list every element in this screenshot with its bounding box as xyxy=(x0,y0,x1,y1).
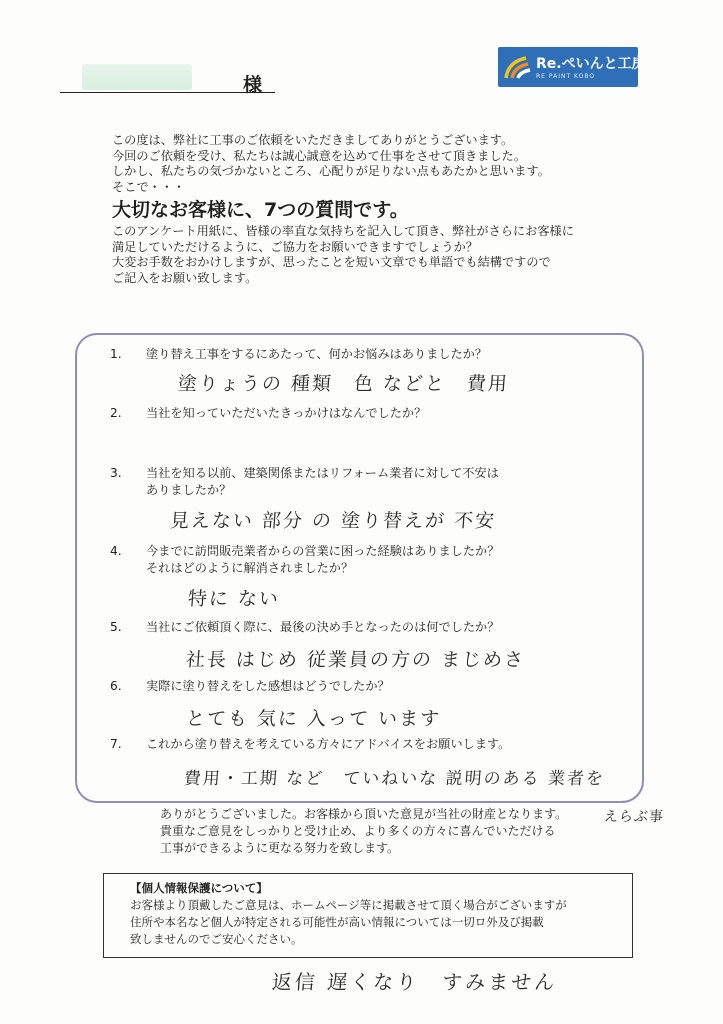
question-text: 当社を知っていただいたきっかけはなんでしたか？ xyxy=(146,406,427,420)
question-text-line2: ありましたか？ xyxy=(146,483,232,497)
question-text-line2: それはどのように解消されましたか？ xyxy=(146,561,354,575)
intro-line: しかし、私たちの気づかないところ、心配りが足りない点もあたかと思います。 xyxy=(112,164,550,178)
privacy-body xyxy=(130,897,567,948)
question-number: 6. xyxy=(110,679,122,693)
intro-line: 大変お手数をおかけしますが、思ったことを短い文章でも単語でも結構ですので xyxy=(112,255,551,269)
intro-line: ご記入をお願い致します。 xyxy=(112,270,258,285)
question-number: 1. xyxy=(110,347,122,361)
intro-line: そこで・・・ xyxy=(112,179,186,194)
privacy-line: 致しませんのでご安心ください。 xyxy=(130,932,303,946)
intro-line: 満足していただけるように、ご協力をお願いできますでしょうか？ xyxy=(112,239,478,254)
question-text: 塗り替え工事をするにあたって、何かお悩みはありましたか？ xyxy=(146,347,488,361)
closing-line: 工事ができるように更なる努力を致します。 xyxy=(160,841,400,855)
intro-headline: 大切なお客様に、7つの質問です。 xyxy=(112,199,409,221)
intro-line: 今回のご依頼を受け、私たちは誠心誠意を込めて仕事をさせて頂きました。 xyxy=(112,148,526,163)
closing-message xyxy=(160,806,630,857)
logo-brand-text: Re.ぺいんと工房 xyxy=(536,56,646,72)
company-logo xyxy=(498,47,646,87)
closing-line: 貴重なご意見をしっかりと受け止め、より多くの方々に喜んでいただける xyxy=(160,824,556,838)
question-number: 2. xyxy=(110,406,122,420)
answer-4: 特に ない xyxy=(187,588,281,610)
answer-3: 見えない 部分 の 塗り替えが 不安 xyxy=(169,510,497,532)
honorific-label: 様 xyxy=(243,74,264,96)
logo-sub-text: RE PAINT KOBO xyxy=(536,73,596,80)
question-text: 今までに訪問販売業者からの営業に困った経験はありましたか？ xyxy=(146,544,500,558)
closing-line: ありがとうございました。お客様から頂いた意見が当社の財産となります。 xyxy=(160,807,568,821)
intro-line: このアンケート用紙に、皆様の率直な気持ちを記入して頂き、弊社がさらにお客様に xyxy=(112,224,574,238)
question-number: 3. xyxy=(110,466,122,480)
question-text: 当社にご依頼頂く際に、最後の決め手となったのは何でしたか？ xyxy=(146,620,500,634)
question-number: 5. xyxy=(110,620,122,634)
answer-7: 費用・工期 など ていねいな 説明のある 業者を xyxy=(183,769,606,789)
answer-1: 塗りょうの 種類 色 などと 費用 xyxy=(177,373,510,395)
privacy-line: 住所や本名など個人が特定される可能性が高い情報については一切ロ外及び掲載 xyxy=(130,915,544,929)
question-number: 7. xyxy=(110,737,122,751)
question-text: これから塗り替えを考えている方々にアドバイスをお願いします。 xyxy=(146,737,511,751)
question-number: 4. xyxy=(110,544,122,558)
paint-stripes-icon xyxy=(504,54,532,80)
intro-section xyxy=(112,133,672,286)
handwritten-footnote: 返信 遅くなり すみません xyxy=(271,970,559,994)
answer-5: 社長 はじめ 従業員の方の まじめさ xyxy=(185,649,526,671)
privacy-notice-box xyxy=(103,873,633,958)
answer-6: とても 気に 入って います xyxy=(185,708,442,730)
intro-line: この度は、弊社に工事のご依頼をいただきましてありがとうございます。 xyxy=(112,133,514,147)
question-text: 実際に塗り替えをした感想はどうでしたか？ xyxy=(146,679,390,693)
customer-name-redaction xyxy=(82,64,192,90)
question-text: 当社を知る以前、建築関係またはリフォーム業者に対して不安は xyxy=(146,466,499,480)
privacy-title: 【個人情報保護について】 xyxy=(130,881,268,895)
answer-7-continuation: えらぶ事 xyxy=(603,809,665,825)
privacy-line: お客様より頂戴したご意見は、ホームページ等に掲載させて頂く場合がございますが xyxy=(130,898,567,912)
